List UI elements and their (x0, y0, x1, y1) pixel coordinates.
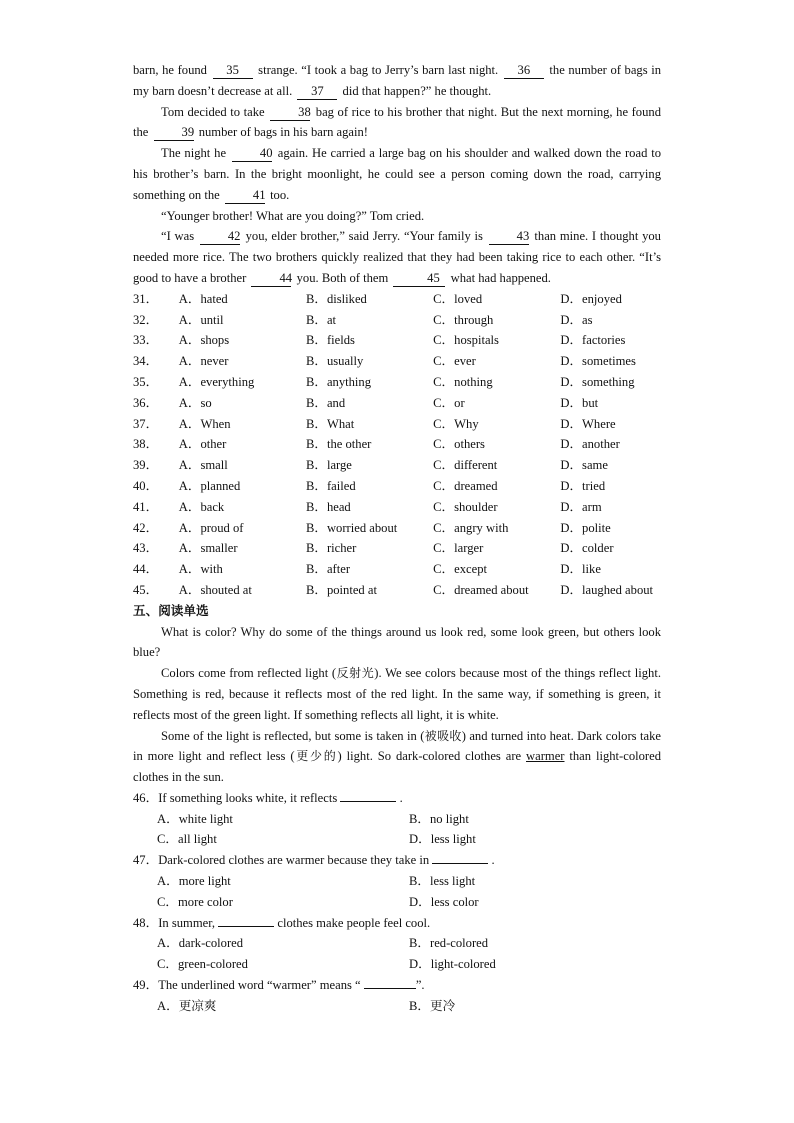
cloze-option-row (133, 393, 661, 414)
text: too. (270, 187, 290, 202)
question-stem (133, 850, 661, 871)
option-c: C．green-colored (157, 957, 248, 972)
blank-41: 41 (225, 188, 265, 204)
option-c: C．ever (433, 354, 476, 369)
gloss-text: 反射光 (336, 666, 375, 681)
cloze-option-row (133, 351, 661, 372)
passage-para-3 (133, 143, 661, 205)
option-b: B．the other (305, 437, 372, 452)
reading-questions (133, 788, 661, 1017)
cloze-option-row (133, 434, 661, 455)
option-b: B．no light (409, 811, 469, 826)
text: you. Both of them (296, 270, 389, 285)
option-b: B．and (305, 395, 346, 410)
option-b: B．richer (305, 541, 357, 556)
blank-43: 43 (489, 229, 529, 245)
passage-para-1 (133, 60, 661, 102)
text: the number of bags in my barn doesn’t decrease at all. (133, 63, 661, 98)
text: 47．Dark-colored clothes are warmer because they take in (133, 853, 430, 868)
option-d: D．colder (560, 541, 614, 556)
option-b: B．anything (305, 374, 372, 389)
question-options-row (133, 871, 661, 892)
option-a: A．planned (178, 478, 241, 493)
cloze-option-row (133, 518, 661, 539)
cloze-option-row (133, 559, 661, 580)
option-d: D．but (560, 395, 599, 410)
option-d: D．light-colored (409, 957, 496, 972)
option-c: C．Why (433, 416, 479, 431)
option-d: D．something (560, 374, 635, 389)
question-options-row (133, 954, 661, 975)
reading-para-2 (133, 663, 661, 725)
option-c: C．hospitals (433, 333, 499, 348)
option-b: B．usually (305, 354, 364, 369)
option-a: A．white light (157, 811, 233, 826)
reading-para-3 (133, 726, 661, 788)
passage-para-4: “Younger brother! What are you doing?” Tom cried. (161, 208, 425, 223)
option-a: A．so (178, 395, 212, 410)
text: than mine. I thought you needed more rice. The two brothers quickly realized that they had been taking rice to each other. “It’s good to have a brother (133, 229, 661, 285)
exam-page (133, 60, 661, 1017)
option-b: B．failed (305, 478, 356, 493)
question-options-row (133, 809, 661, 830)
text: Tom decided to take (161, 104, 265, 119)
text: Colors come from reflected light ( (161, 666, 337, 681)
question-number: 44． (133, 562, 159, 577)
cloze-option-row (133, 289, 661, 310)
option-b: B．less light (409, 874, 476, 889)
text: 46．If something looks white, it reflects (133, 790, 338, 805)
question-number: 35． (133, 374, 159, 389)
text: did that happen?” he thought. (342, 83, 492, 98)
option-a: A．smaller (178, 541, 238, 556)
option-b: B．at (305, 312, 337, 327)
blank-42: 42 (200, 229, 240, 245)
gloss-text: 更少的 (294, 749, 338, 764)
option-a: A．shouted at (178, 582, 252, 597)
cloze-option-row (133, 476, 661, 497)
text: . (491, 853, 495, 868)
question-number: 39． (133, 458, 159, 473)
cloze-option-row (133, 372, 661, 393)
option-a: A．until (178, 312, 224, 327)
text: The night he (161, 146, 227, 161)
text: ”. (415, 978, 425, 993)
option-c: C．through (433, 312, 494, 327)
blank-35: 35 (213, 63, 253, 79)
cloze-option-row (133, 330, 661, 351)
option-c: C．shoulder (433, 499, 498, 514)
blank-45: 45 (393, 271, 445, 287)
blank-37: 37 (297, 84, 337, 100)
option-d: D．tried (560, 478, 606, 493)
option-a: A．everything (178, 374, 255, 389)
text: ) and turned into heat. Dark colors take in more light and reflect less ( (133, 728, 661, 764)
blank-36: 36 (504, 63, 544, 79)
option-c: C．loved (433, 291, 483, 306)
cloze-option-row (133, 455, 661, 476)
option-a: A．small (178, 458, 228, 473)
text: number of bags in his barn again! (198, 125, 368, 140)
text: barn, he found (133, 63, 207, 77)
option-b: B．large (305, 458, 352, 473)
option-a: A．proud of (178, 520, 244, 535)
text: “I was (161, 229, 195, 244)
question-number: 34． (133, 354, 159, 369)
option-d: D．factories (560, 333, 626, 348)
option-a: A．never (178, 354, 229, 369)
option-d: D．less light (409, 832, 476, 847)
text: you, elder brother,” said Jerry. “Your family is (245, 229, 483, 244)
underlined-word: warmer (526, 749, 565, 764)
question-options-row (133, 892, 661, 913)
option-a: A．dark-colored (157, 936, 244, 951)
option-d: D．another (560, 437, 620, 452)
option-a: A．other (178, 437, 227, 452)
cloze-option-row (133, 580, 661, 601)
text: ) light. So dark-colored clothes are (337, 749, 522, 764)
option-a: A．更凉爽 (157, 998, 217, 1013)
option-a: A．more light (157, 874, 231, 889)
question-number: 37． (133, 416, 159, 431)
option-d: D．like (560, 562, 601, 577)
question-number: 33． (133, 333, 159, 348)
option-c: C．dreamed about (433, 582, 529, 597)
question-stem (133, 913, 661, 934)
text: Some of the light is reflected, but some is taken in ( (161, 728, 425, 743)
cloze-option-row (133, 310, 661, 331)
option-b: B．after (305, 562, 351, 577)
text: ). We see colors because most of the things reflect light. Something is red, because it reflects most of the red light. In the same way, if something is green, it reflects most of the green light. If something reflects all light, it is white. (133, 666, 661, 722)
option-c: C．larger (433, 541, 484, 556)
answer-blank (340, 801, 396, 802)
text: than light-colored clothes in the sun. (133, 749, 662, 785)
option-b: B．pointed at (305, 582, 377, 597)
section-title: 五、阅读单选 (133, 602, 209, 618)
option-a: A．shops (178, 333, 230, 348)
option-c: C．dreamed (433, 478, 498, 493)
question-number: 36． (133, 395, 159, 410)
blank-40: 40 (232, 146, 272, 162)
question-number: 38． (133, 437, 159, 452)
text: 48．In summer, (133, 915, 216, 930)
question-options-row (133, 996, 661, 1017)
question-number: 42． (133, 520, 159, 535)
option-d: D．as (560, 312, 593, 327)
cloze-option-row (133, 538, 661, 559)
text: clothes make people feel cool. (277, 915, 431, 930)
option-b: B．red-colored (409, 936, 489, 951)
text: bag of rice to his brother that night. But the next morning, he found the (133, 104, 661, 140)
passage-para-5 (133, 226, 661, 288)
option-b: B．What (305, 416, 355, 431)
text: again. He carried a large bag on his shoulder and walked down the road to his brother’s barn. In the bright moonlight, he could see a person coming down the road, carrying something on the (133, 146, 662, 202)
option-d: D．sometimes (560, 354, 636, 369)
option-a: A．back (178, 499, 225, 514)
option-b: B．fields (305, 333, 355, 348)
question-options-row (133, 933, 661, 954)
text: strange. “I took a bag to Jerry’s barn last night. (258, 63, 499, 77)
cloze-option-row (133, 497, 661, 518)
question-number: 43． (133, 541, 159, 556)
option-d: D．arm (560, 499, 602, 514)
option-a: A．When (178, 416, 231, 431)
option-c: C．different (433, 458, 498, 473)
option-c: C．others (433, 437, 485, 452)
option-d: D．laughed about (560, 582, 654, 597)
option-d: D．same (560, 458, 608, 473)
option-b: B．disliked (305, 291, 367, 306)
option-d: D．polite (560, 520, 611, 535)
question-number: 31． (133, 291, 159, 306)
option-a: A．hated (178, 291, 228, 306)
option-c: C．angry with (433, 520, 509, 535)
answer-blank (432, 863, 488, 864)
blank-39: 39 (154, 125, 194, 141)
option-b: B．head (305, 499, 351, 514)
option-c: C．or (433, 395, 465, 410)
option-c: C．except (433, 562, 488, 577)
question-number: 45． (133, 582, 159, 597)
option-d: D．enjoyed (560, 291, 622, 306)
question-number: 41． (133, 499, 159, 514)
option-c: C．more color (157, 894, 233, 909)
option-b: B．更冷 (409, 998, 456, 1013)
cloze-option-row (133, 414, 661, 435)
blank-38: 38 (270, 105, 310, 121)
answer-blank (218, 926, 274, 927)
reading-para-1: What is color? Why do some of the things around us look red, some look green, but others look blue? (133, 624, 661, 660)
option-d: D．Where (560, 416, 616, 431)
option-c: C．nothing (433, 374, 493, 389)
option-c: C．all light (157, 832, 217, 847)
option-d: D．less color (409, 894, 479, 909)
answer-blank (364, 988, 416, 989)
question-stem (133, 788, 661, 809)
blank-44: 44 (251, 271, 291, 287)
question-stem (133, 975, 661, 996)
passage-para-2 (133, 102, 661, 144)
text: 49．The underlined word “warmer” means “ (133, 978, 361, 993)
gloss-text: 被吸收 (424, 728, 462, 743)
option-a: A．with (178, 562, 223, 577)
text: what had happened. (450, 270, 551, 285)
question-number: 40． (133, 478, 159, 493)
question-number: 32． (133, 312, 159, 327)
text: . (399, 790, 403, 805)
cloze-options-list (133, 289, 661, 601)
question-options-row (133, 829, 661, 850)
option-b: B．worried about (305, 520, 398, 535)
